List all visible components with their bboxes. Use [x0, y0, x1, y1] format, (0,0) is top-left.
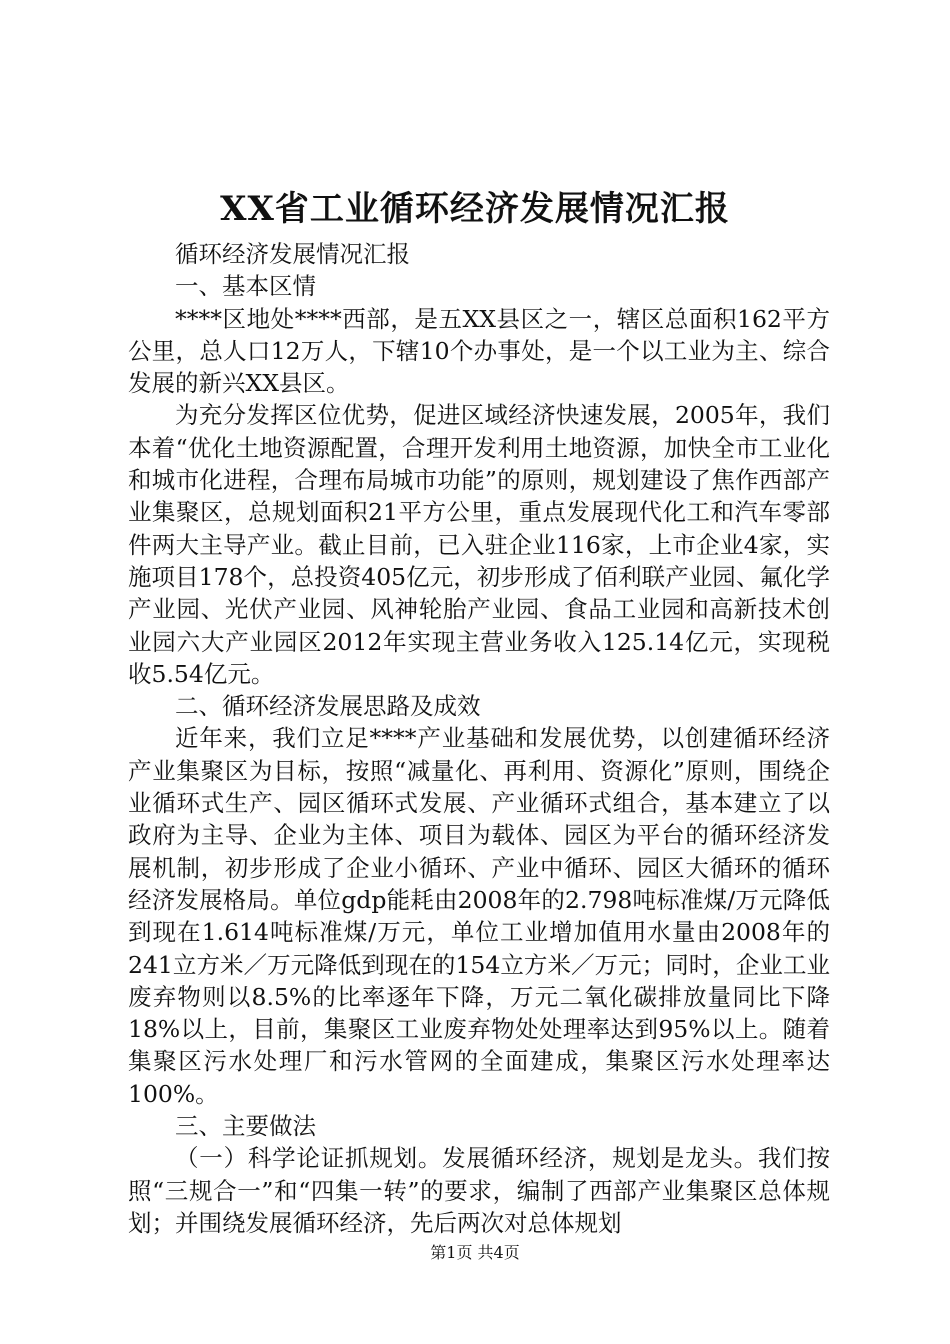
paragraph-district-overview: ****区地处****西部，是五XX县区之一，辖区总面积162平方公里，总人口12万人，下辖10个办事处，是一个以工业为主、综合发展的新兴XX县区。: [128, 304, 830, 398]
section-heading-basic-info: 一、基本区情: [175, 272, 316, 301]
paragraph-subtitle: 循环经济发展情况汇报: [175, 240, 410, 268]
section-heading-main-practices: 三、主要做法: [175, 1112, 316, 1141]
document-title: XX省工业循环经济发展情况汇报: [220, 189, 730, 229]
paragraph-industrial-cluster: 为充分发挥区位优势，促进区域经济快速发展，2005年，我们本着“优化土地资源配置，合理开发利用土地资源，加快全市工业化和城市化进程，合理布局城市功能”的原则，规划建设了焦作西部产业集聚区，总规划面积21平方公里，重点发展现代化工和汽车零部件两大主导产业。截止目前，已入驻企业116家，上市企业4家，实施项目178个，总投资405亿元，初步形成了佰利联产业园、氟化学产业园、光伏产业园、风神轮胎产业园、食品工业园和高新技术创业园六大产业园区2012年实现主营业务收入125.14亿元，实现税收5.54亿元。: [128, 401, 830, 688]
paragraph-planning: （一）科学论证抓规划。发展循环经济，规划是龙头。我们按照“三规合一”和“四集一转”的要求，编制了西部产业集聚区总体规划；并围绕发展循环经济，先后两次对总体规划: [128, 1144, 830, 1237]
page-footer: 第1页 共4页: [430, 1243, 520, 1262]
paragraph-achievements: 近年来，我们立足****产业基础和发展优势，以创建循环经济产业集聚区为目标，按照“减量化、再利用、资源化”原则，围绕企业循环式生产、园区循环式发展、产业循环式组合，基本建立了以政府为主导、企业为主体、项目为载体、园区为平台的循环经济发展机制，初步形成了企业小循环、产业中循环、园区大循环的循环经济发展格局。单位gdp能耗由2008年的2.798吨标准煤/万元降低到现在1.614吨标准煤/万元，单位工业增加值用水量由2008年的241立方米／万元降低到现在的154立方米／万元；同时，企业工业废弃物则以8.5%的比率逐年下降，万元二氧化碳排放量同比下降18%以上，目前，集聚区工业废弃物处处理率达到95%以上。随着集聚区污水处理厂和污水管网的全面建成，集聚区污水处理率达100%。: [128, 724, 830, 1108]
section-heading-development-ideas: 二、循环经济发展思路及成效: [175, 692, 481, 721]
document-body: [128, 238, 830, 1239]
